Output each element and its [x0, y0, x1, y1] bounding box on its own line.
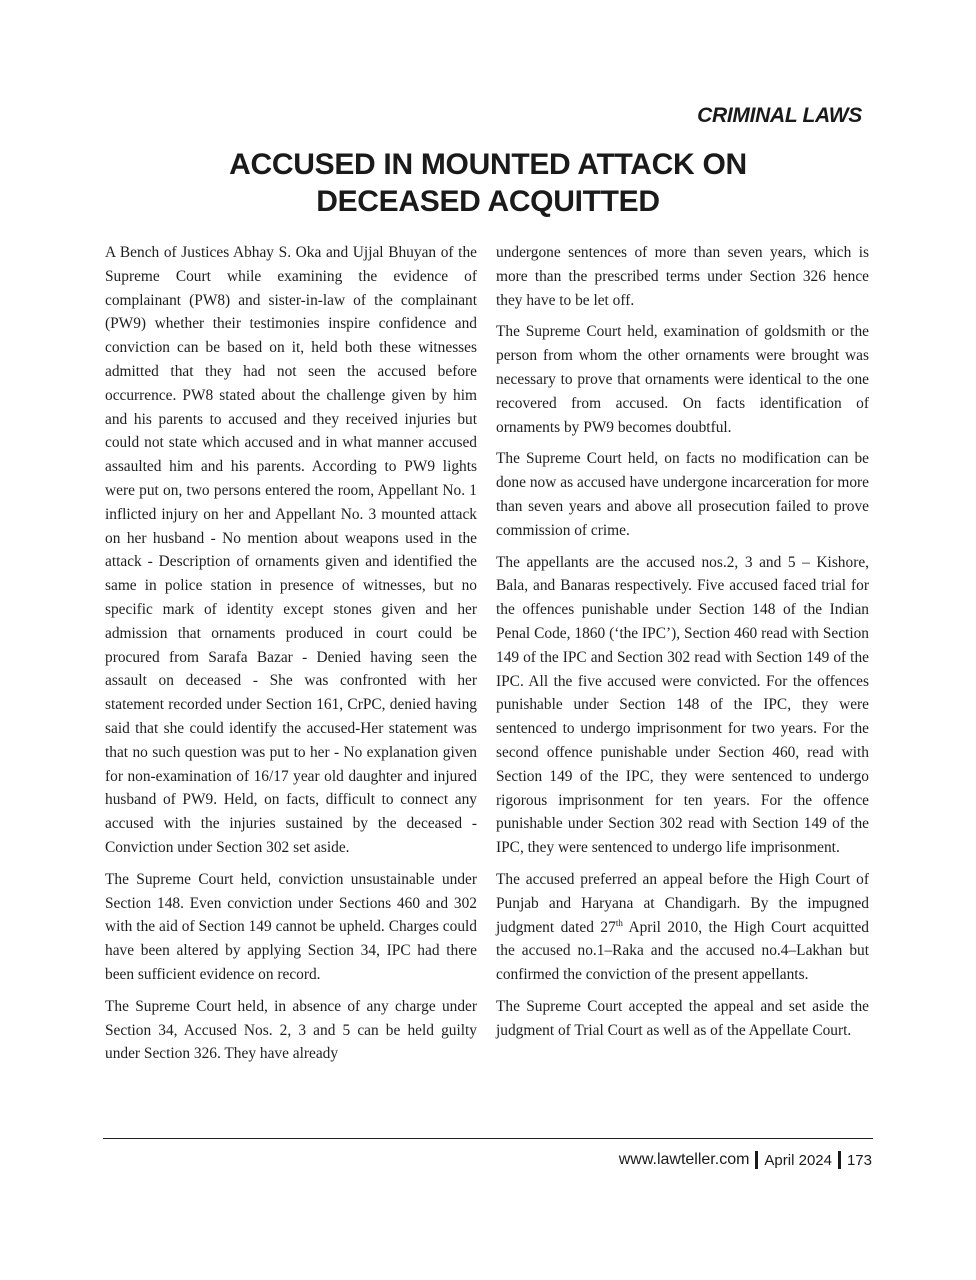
paragraph: The Supreme Court held, in absence of any charge under Section 34, Accused Nos. 2, 3 and 5 can be held guilty under Section 326. They have already: [105, 997, 477, 1063]
paragraph: The Supreme Court accepted the appeal and set aside the judgment of Trial Court as well as of the Appellate Court.: [496, 997, 869, 1039]
page-number: 173: [846, 1151, 872, 1169]
paragraph: The Supreme Court held, examination of goldsmith or the person from whom the other ornaments were brought was necessary to prove that ornaments were identical to the one recovered from accused. On facts identification of ornaments by PW9 becomes doubtful.: [496, 323, 869, 436]
paragraph-text: The accused preferred an appeal before the High Court of Punjab and Haryana at Chandigarh. By the impugned judgment dated 27: [496, 870, 869, 936]
paragraph: The Supreme Court held, conviction unsustainable under Section 148. Even conviction under Sections 460 and 302 with the aid of Section 149 cannot be upheld. Charges could have been altered by applying Section 34, IPC had there been sufficient evidence on record.: [105, 870, 477, 983]
section-label: CRIMINAL LAWS: [697, 104, 862, 127]
paragraph: The appellants are the accused nos.2, 3 and 5 – Kishore, Bala, and Banaras respectively. Five accused faced trial for the offences punishable under Section 148 of the Indian Penal Code, 1860 (‘the IPC’), Section 460 read with Section 149 of the IPC and Section 302 read with Section 149 of the IPC. All the five accused were convicted. For the offences punishable under Section 148 of the IPC, they were sentenced to undergo imprisonment for two years. For the second offence punishable under Section 460, read with Section 149 of the IPC, they were sentenced to undergo rigorous imprisonment for ten years. For the offence punishable under Section 302 read with Section 149 of the IPC, they were sentenced to undergo life imprisonment.: [496, 553, 869, 857]
paragraph-text: April 2010, the High Court acquitted the accused no.1–Raka and the accused no.4–Lakhan but confirmed the conviction of the present appellants.: [496, 918, 869, 984]
ordinal-suffix: th: [615, 917, 623, 928]
website-link[interactable]: www.lawteller.com: [618, 1151, 750, 1168]
paragraph: [496, 868, 869, 987]
footer-separator: [838, 1151, 841, 1169]
issue-date: April 2024: [764, 1151, 832, 1169]
page-footer: [619, 1151, 872, 1169]
right-column: [496, 241, 869, 1051]
paragraph: undergone sentences of more than seven years, which is more than the prescribed terms under Section 326 hence they have to be let off.: [496, 244, 869, 309]
article-title: [0, 146, 976, 220]
footer-separator: [755, 1151, 758, 1169]
paragraph: A Bench of Justices Abhay S. Oka and Ujjal Bhuyan of the Supreme Court while examining the evidence of complainant (PW8) and sister-in-law of the complainant (PW9) whether their testimonies inspire confidence and conviction can be based on it, held both these witnesses admitted that they had not seen the accused before occurrence. PW8 stated about the challenge given by him and his parents to accused and they received injuries but could not state which accused and in what manner accused assaulted him and his parents. According to PW9 lights were put on, two persons entered the room, Appellant No. 1 inflicted injury on her and Appellant No. 3 mounted attack on her husband - No mention about weapons used in the attack - Description of ornaments given and identified the same in police station in presence of witnesses, but no specific mark of identity except stones given and her admission that ornaments produced in court could be procured from Sarafa Bazar - Denied having seen the assault on deceased - She was confronted with her statement recorded under Section 161, CrPC, denied having said that she could identify the accused-Her statement was that no such question was put to her - No explanation given for non-examination of 16/17 year old daughter and injured husband of PW9. Held, on facts, difficult to connect any accused with the injuries sustained by the deceased - Conviction under Section 302 set aside.: [105, 244, 477, 856]
footer-divider: [103, 1138, 873, 1139]
title-line-1: ACCUSED IN MOUNTED ATTACK ON: [229, 148, 747, 181]
left-column: [105, 241, 477, 1074]
paragraph: The Supreme Court held, on facts no modification can be done now as accused have undergone incarceration for more than seven years and above all prosecution failed to prove commission of crime.: [496, 450, 869, 539]
title-line-2: DECEASED ACQUITTED: [316, 185, 660, 218]
